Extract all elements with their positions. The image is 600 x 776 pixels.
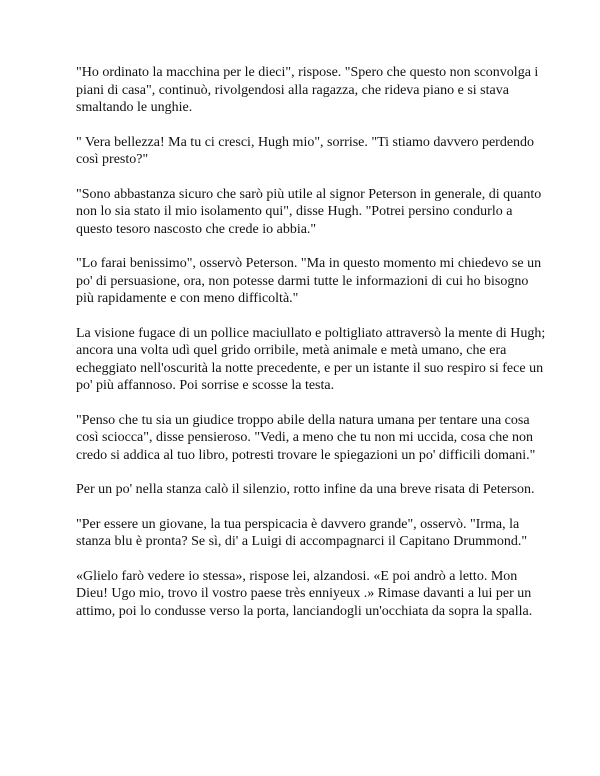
italic-phrase: très enniyeux [285,586,361,601]
paragraph-text: "Lo farai benissimo", osservò Peterson. "Ma in questo momento mi chiedevo se un po' di persuasione, ora, non potesse darmi tutte le informazioni di cui ho bisogno più rapidamente e con meno difficoltà." [76,256,542,306]
paragraph-text: Ma tu ci cresci, Hugh mio", sorrise. "Ti stiamo davvero perdendo così presto?" [76,134,535,167]
paragraph-text: Ugo mio, trovo il vostro paese [107,586,286,601]
paragraph-2 [76,134,546,169]
italic-phrase: Vera bellezza! [84,134,165,150]
paragraph-text: "Ho ordinato la macchina per le dieci", rispose. "Spero che questo non sconvolga i piani di casa", continuò, rivolgendosi alla ragazza, che rideva piano e si stava smaltando le unghie. [76,65,539,115]
paragraph-1 [76,64,546,117]
paragraph-text: "Per essere un giovane, la tua perspicacia è davvero grande", osservò. "Irma, la stanza blu è pronta? Se sì, di' a Luigi di accompagnarci il Capitano Drummond." [76,516,528,549]
paragraph-text: "Penso che tu sia un giudice troppo abile della natura umana per tentare una cosa così sciocca", disse pensieroso. "Vedi, a meno che tu non mi uccida, cosa che non credo si addica al tuo libro, potresti trovare le spiegazioni un po' difficili domani." [76,412,536,463]
paragraph-text: " [76,134,85,150]
paragraph-3 [76,186,546,239]
italic-phrase: Mon Dieu! [76,568,518,601]
paragraph-text: "Sono abbastanza sicuro che sarò più utile al signor Peterson in generale, di quanto non lo sia stato il mio isolamento qui", disse Hugh. "Potrei persino condurlo a questo tesoro nascosto che crede io abbia." [76,186,542,237]
document-body [76,64,546,637]
paragraph-7 [76,481,546,499]
paragraph-8 [76,516,546,551]
paragraph-text: La visione fugace di un pollice maciullato e poltigliato attraversò la mente di Hugh; ancora una volta udì quel grido orribile, metà animale e metà umano, che era echeggiato nell'oscurità la notte precedente, e per un istante il suo respiro si fece un po' più affannoso. Poi sorrise e scosse la testa. [76,325,546,393]
paragraph-4 [76,255,546,308]
paragraph-5 [76,325,546,395]
paragraph-text: Per un po' nella stanza calò il silenzio, rotto infine da una breve risata di Peterson. [76,482,535,497]
paragraph-9 [76,568,546,621]
paragraph-text: «Glielo farò vedere io stessa», rispose lei, alzandosi. «E poi andrò a letto. [76,568,491,584]
paragraph-text: .» Rimase davanti a lui per un attimo, poi lo condusse verso la porta, lanciandogli un'occhiata da sopra la spalla. [76,586,533,619]
paragraph-6 [76,412,546,465]
